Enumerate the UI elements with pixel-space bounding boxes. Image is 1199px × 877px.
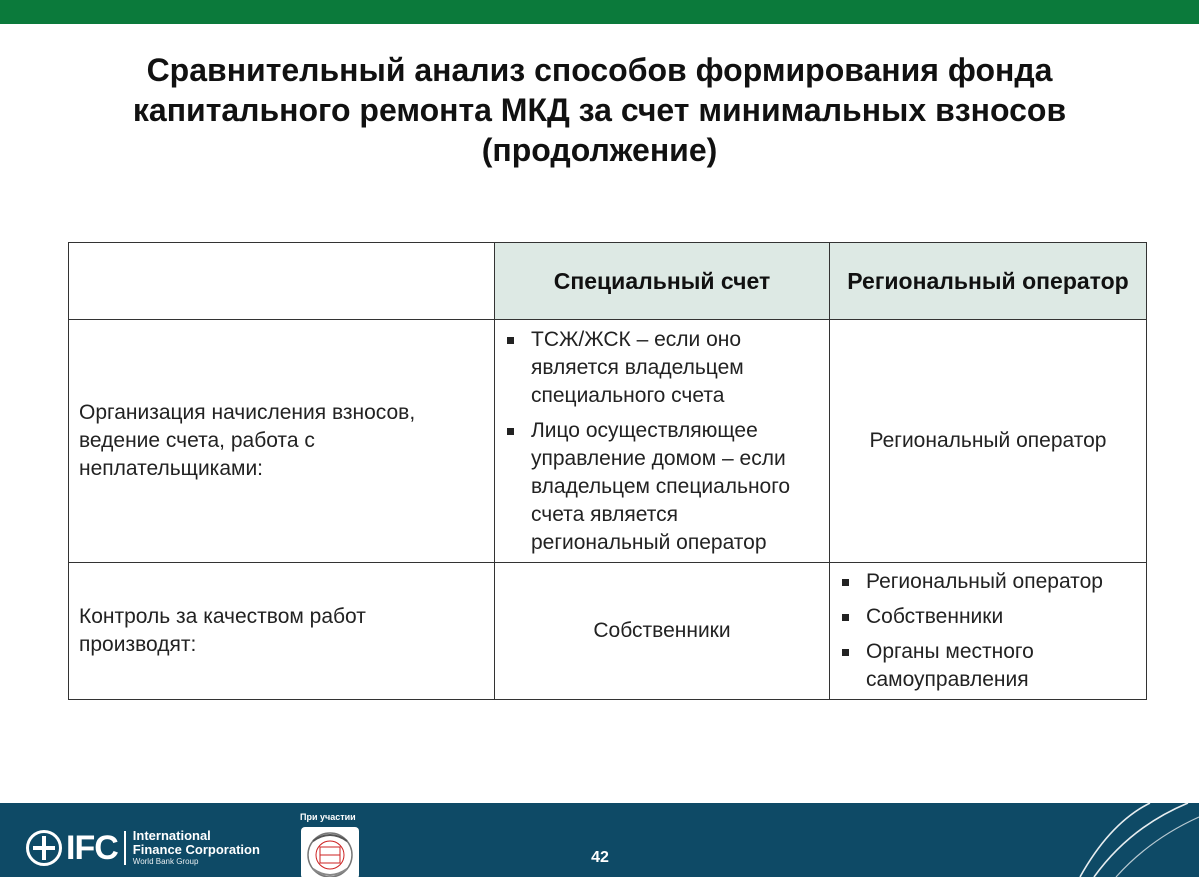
header-empty-cell <box>69 243 495 320</box>
row-label-line: Организация начисления взносов, <box>79 401 416 424</box>
cell-regional-operator-list <box>830 563 1147 700</box>
row-label-line: производят: <box>79 633 197 656</box>
list-item-line: самоуправления <box>866 668 1029 691</box>
list-item-line: специального счета <box>531 383 725 407</box>
title-line-1: Сравнительный анализ способов формирования фонда <box>146 52 1053 88</box>
header-special-account: Специальный счет <box>495 243 830 320</box>
ifc-logo <box>26 827 260 869</box>
title-line-3: (продолжение) <box>481 132 718 168</box>
list-item-line: счета является <box>531 502 678 526</box>
page-number: 42 <box>591 849 609 866</box>
row-label-line: Контроль за качеством работ <box>79 605 366 628</box>
cell-special-account-list <box>495 320 830 563</box>
list-item-line: управление домом – если <box>531 446 786 470</box>
top-accent-bar <box>0 0 1199 24</box>
decorative-swoosh <box>1070 803 1199 877</box>
table-header-row <box>69 243 1147 320</box>
association-seal-icon <box>301 827 359 877</box>
list-item-line: Органы местного <box>866 640 1034 663</box>
list-item-line: региональный оператор <box>531 530 767 554</box>
table-row <box>69 320 1147 563</box>
slide-title <box>0 50 1199 170</box>
participation-label: При участии <box>300 812 356 822</box>
header-regional-operator: Региональный оператор <box>830 243 1147 320</box>
ifc-abbr: IFC <box>66 829 118 867</box>
row-label-fee-accrual <box>69 320 495 563</box>
row-label-quality-control <box>69 563 495 700</box>
ifc-name-line: International <box>132 828 211 843</box>
ifc-group-line: World Bank Group <box>132 857 199 866</box>
globe-icon <box>26 830 62 866</box>
cell-special-account: Собственники <box>495 563 830 700</box>
list-item <box>840 638 1140 694</box>
cell-regional-operator: Региональный оператор <box>830 320 1147 563</box>
title-line-2: капитального ремонта МКД за счет минимальных взносов <box>132 92 1067 128</box>
table-row <box>69 563 1147 700</box>
ifc-full-name <box>133 829 260 867</box>
list-item-line: Лицо осуществляющее <box>531 418 758 442</box>
list-item-line: владельцем специального <box>531 474 791 498</box>
list-item-line: ТСЖ/ЖСК – если оно <box>531 327 742 351</box>
logo-divider <box>124 831 126 865</box>
list-item-line: Региональный оператор <box>866 570 1103 593</box>
comparison-table <box>68 242 1147 700</box>
row-label-line: ведение счета, работа с <box>79 429 315 452</box>
list-item <box>505 326 823 410</box>
list-item <box>505 417 823 557</box>
list-item-line: является владельцем <box>531 355 744 379</box>
association-logo <box>301 827 359 877</box>
list-item-line: Собственники <box>866 605 1004 628</box>
ifc-name-line: Finance Corporation <box>132 842 260 857</box>
row-label-line: неплательщиками: <box>79 457 264 480</box>
list-item <box>840 603 1140 631</box>
footer-bar <box>0 803 1199 877</box>
list-item <box>840 568 1140 596</box>
